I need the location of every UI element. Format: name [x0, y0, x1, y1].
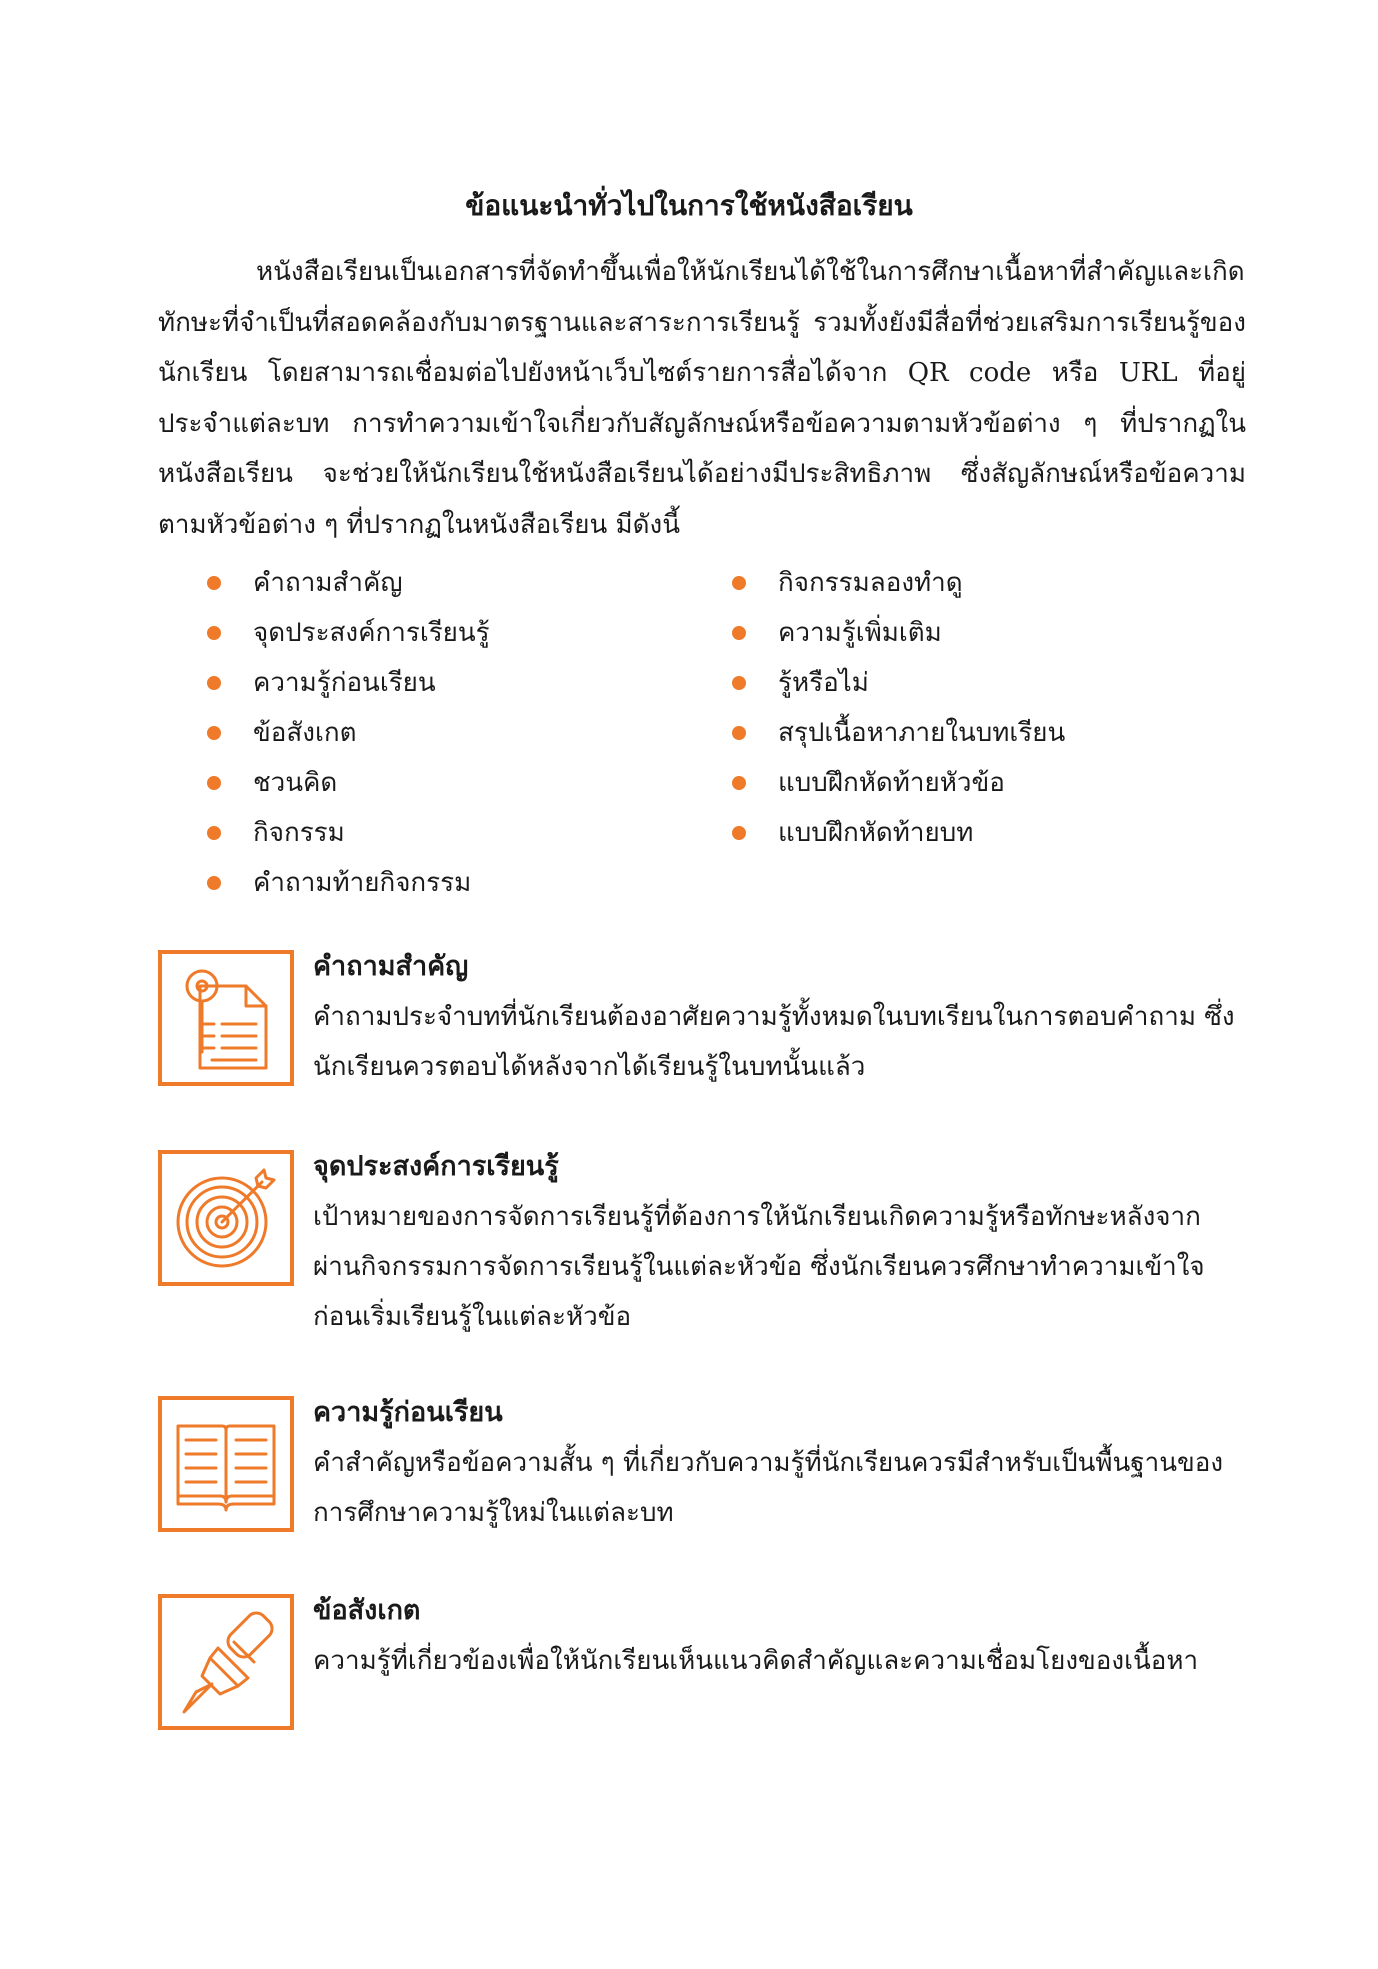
pushpin-icon	[158, 1594, 294, 1730]
target-icon	[158, 1150, 294, 1286]
bullet-item: คำถามท้ายกิจกรรม	[207, 858, 490, 908]
bullet-dot-icon	[732, 726, 746, 740]
page-title: ข้อแนะนำทั่วไปในการใช้หนังสือเรียน	[465, 189, 913, 222]
section-body: เป้าหมายของการจัดการเรียนรู้ที่ต้องการให้นักเรียนเกิดความรู้หรือทักษะหลังจากผ่านกิจกรรมการจัดการเรียนรู้ในแต่ละหัวข้อ ซึ่งนักเรียนควรศึกษาทำความเข้าใจก่อนเริ่มเรียนรู้ในแต่ละหัวข้อ	[313, 1202, 1205, 1332]
key-document-icon	[158, 950, 294, 1086]
bullet-dot-icon	[732, 826, 746, 840]
bullet-item: รู้หรือไม่	[732, 658, 1065, 708]
bullet-item: ข้อสังเกต	[207, 708, 490, 758]
intro-text: หนังสือเรียนเป็นเอกสารที่จัดทำขึ้นเพื่อให้นักเรียนได้ใช้ในการศึกษาเนื้อหาที่สำคัญและเกิดทักษะที่จำเป็นที่สอดคล้องกับมาตรฐานและสาระการเรียนรู้ รวมทั้งยังมีสื่อที่ช่วยเสริมการเรียนรู้ของนักเรียน โดยสามารถเชื่อมต่อไปยังหน้าเว็บไซต์รายการสื่อได้จาก QR code หรือ URL ที่อยู่ประจำแต่ละบท การทำความเข้าใจเกี่ยวกับสัญลักษณ์หรือข้อความตามหัวข้อต่าง ๆ ที่ปรากฏในหนังสือเรียน จะช่วยให้นักเรียนใช้หนังสือเรียนได้อย่างมีประสิทธิภาพ ซึ่งสัญลักษณ์หรือข้อความตามหัวข้อต่าง ๆ ที่ปรากฏในหนังสือเรียน มีดังนี้	[158, 257, 1246, 540]
bullet-dot-icon	[207, 726, 221, 740]
bullet-item: ความรู้เพิ่มเติม	[732, 608, 1065, 658]
bullet-item: สรุปเนื้อหาภายในบทเรียน	[732, 708, 1065, 758]
bullet-dot-icon	[207, 776, 221, 790]
bullet-dot-icon	[207, 876, 221, 890]
section-title: ข้อสังเกต	[313, 1595, 421, 1626]
bullet-dot-icon	[207, 826, 221, 840]
bullet-dot-icon	[732, 626, 746, 640]
bullet-dot-icon	[732, 776, 746, 790]
bullet-list-left	[207, 558, 490, 908]
section-body: คำสำคัญหรือข้อความสั้น ๆ ที่เกี่ยวกับความรู้ที่นักเรียนควรมีสำหรับเป็นพื้นฐานของการศึกษาความรู้ใหม่ในแต่ละบท	[313, 1448, 1224, 1528]
bullet-item: กิจกรรมลองทำดู	[732, 558, 1065, 608]
bullet-dot-icon	[732, 676, 746, 690]
bullet-item: แบบฝึกหัดท้ายหัวข้อ	[732, 758, 1065, 808]
open-book-icon	[158, 1396, 294, 1532]
bullet-item: ชวนคิด	[207, 758, 490, 808]
bullet-item: กิจกรรม	[207, 808, 490, 858]
section-body: ความรู้ที่เกี่ยวข้องเพื่อให้นักเรียนเห็นแนวคิดสำคัญและความเชื่อมโยงของเนื้อหา	[313, 1646, 1199, 1676]
section-title: จุดประสงค์การเรียนรู้	[313, 1151, 559, 1182]
bullet-item: แบบฝึกหัดท้ายบท	[732, 808, 1065, 858]
section-title: ความรู้ก่อนเรียน	[313, 1397, 503, 1428]
bullet-item: ความรู้ก่อนเรียน	[207, 658, 490, 708]
section-title: คำถามสำคัญ	[313, 951, 469, 982]
bullet-item: จุดประสงค์การเรียนรู้	[207, 608, 490, 658]
bullet-dot-icon	[732, 576, 746, 590]
bullet-item: คำถามสำคัญ	[207, 558, 490, 608]
section-body: คำถามประจำบทที่นักเรียนต้องอาศัยความรู้ทั้งหมดในบทเรียนในการตอบคำถาม ซึ่งนักเรียนควรตอบได้หลังจากได้เรียนรู้ในบทนั้นแล้ว	[313, 1002, 1235, 1082]
bullet-dot-icon	[207, 676, 221, 690]
bullet-dot-icon	[207, 576, 221, 590]
bullet-list-right	[732, 558, 1065, 858]
intro-paragraph	[158, 247, 1246, 550]
bullet-dot-icon	[207, 626, 221, 640]
